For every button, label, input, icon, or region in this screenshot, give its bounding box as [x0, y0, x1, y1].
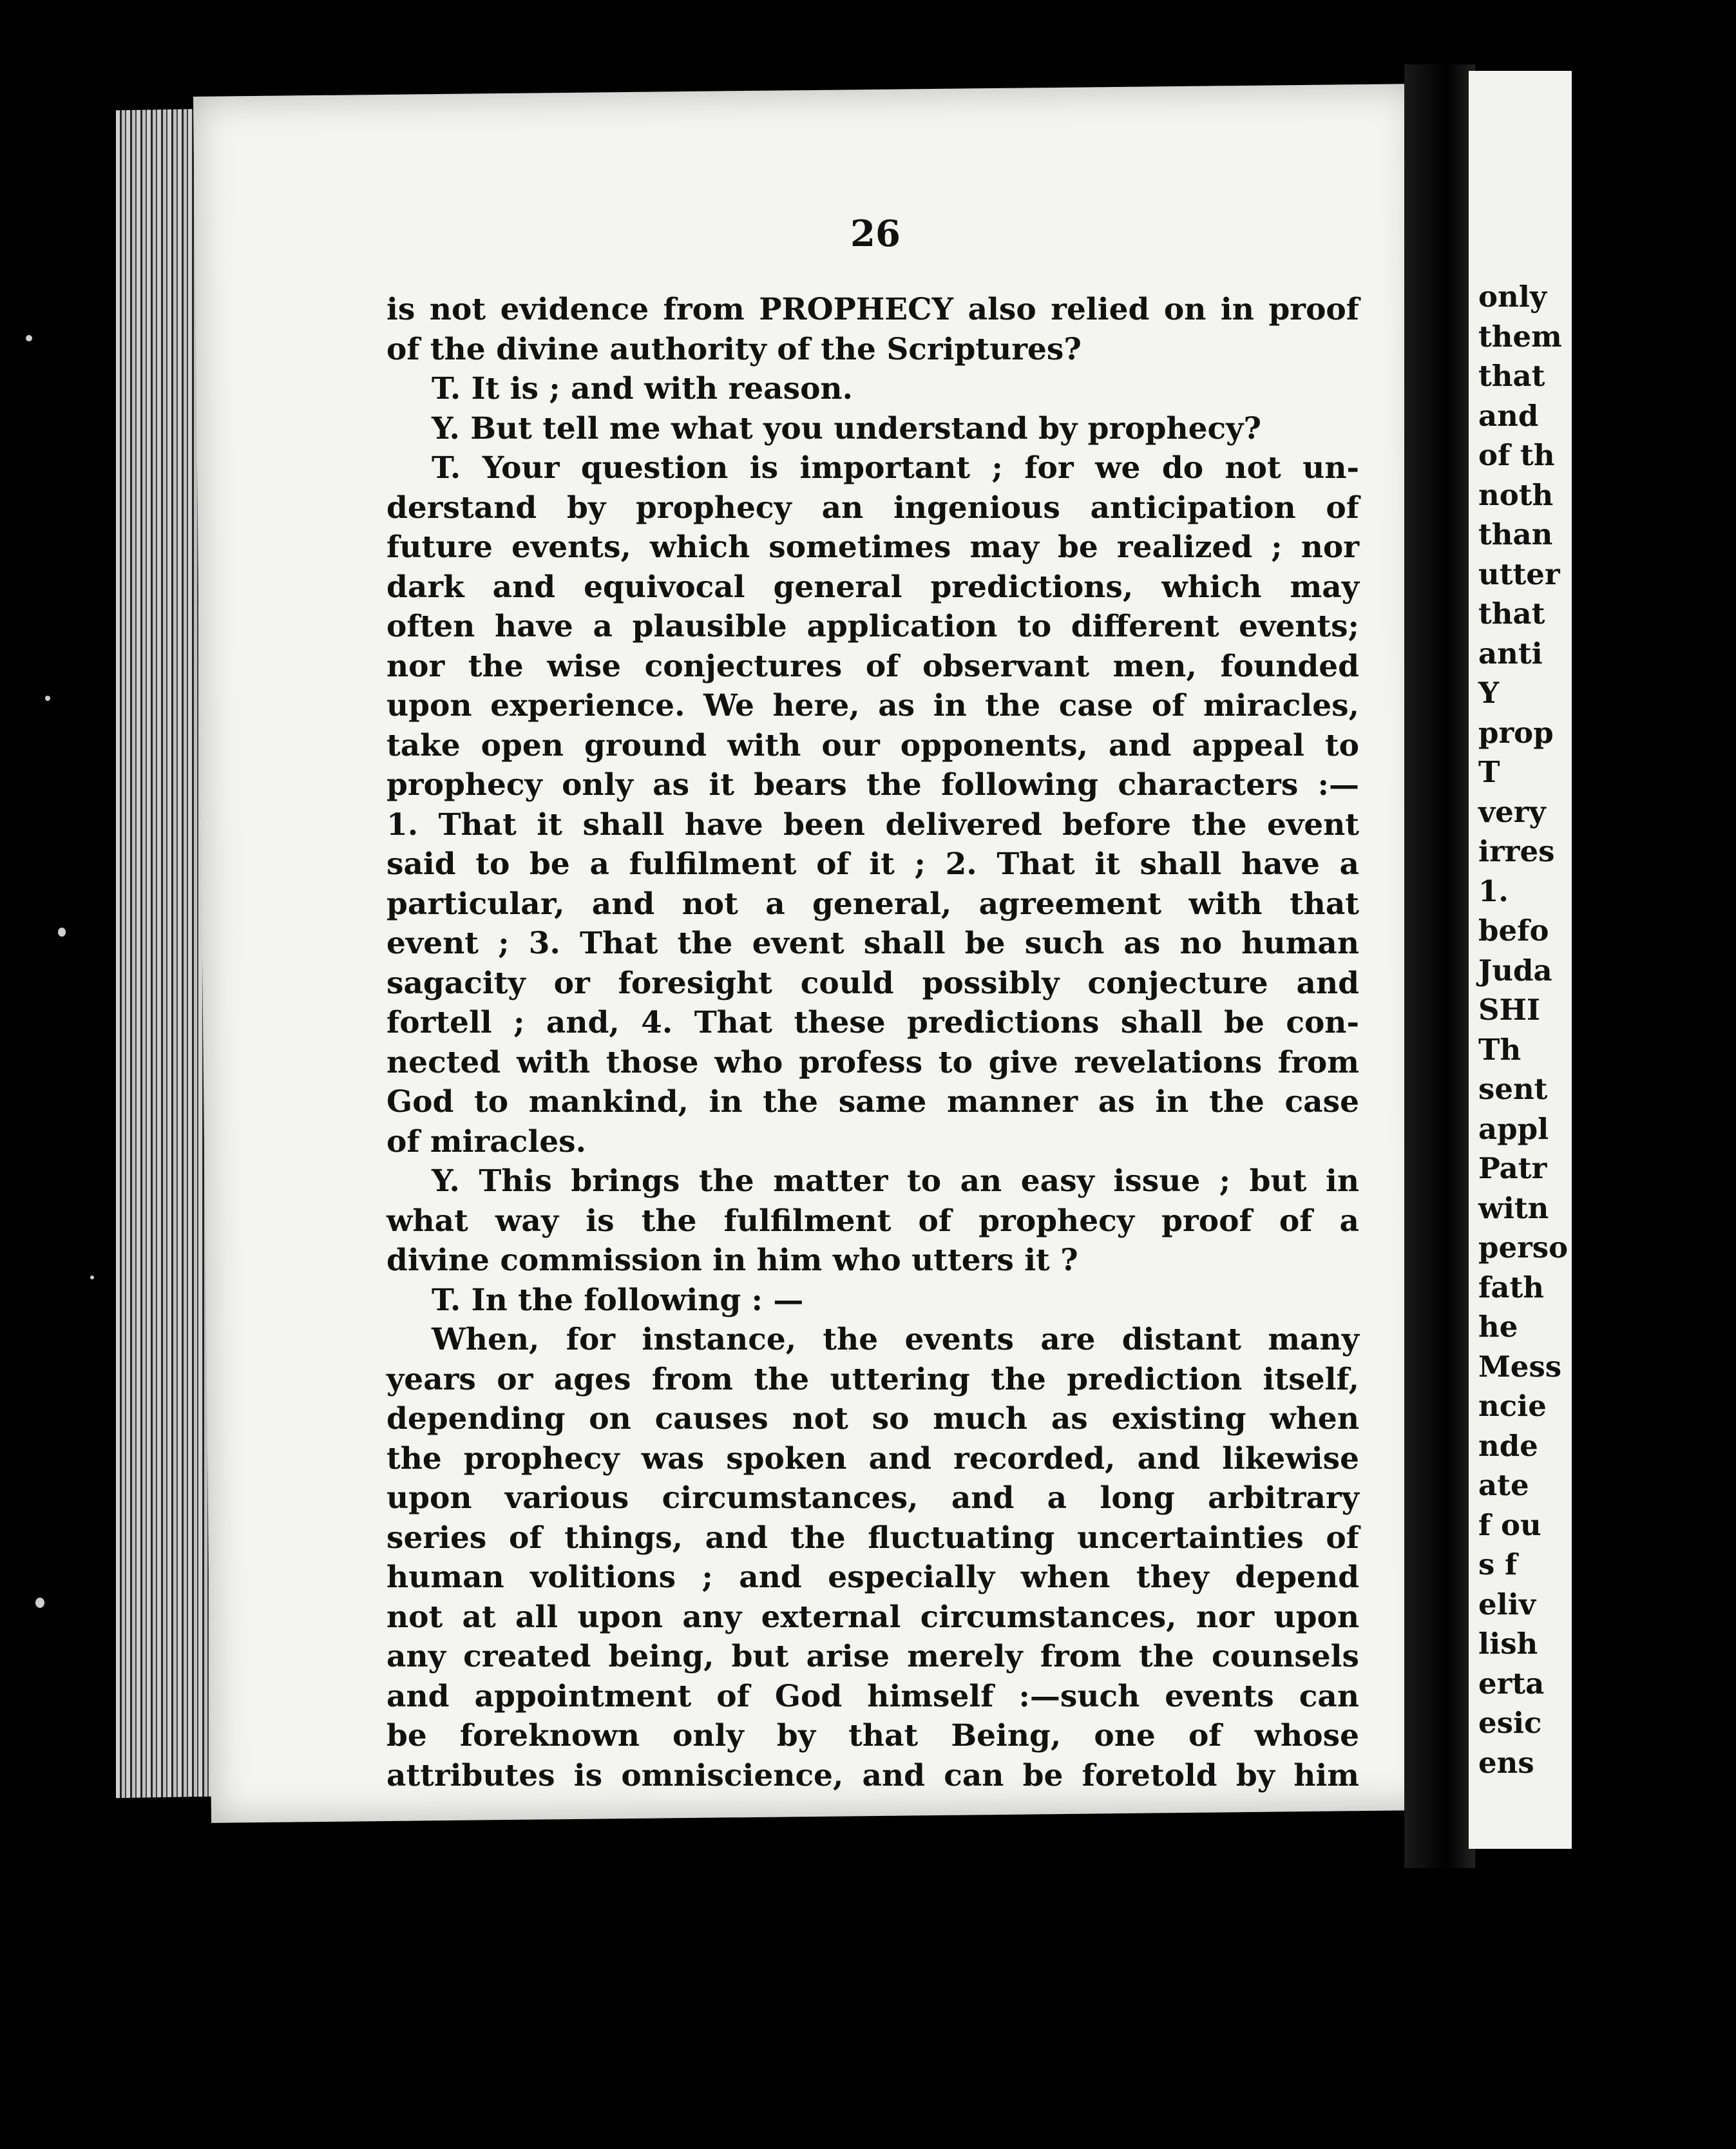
text-line: the prophecy was spoken and recorded, and likewise: [386, 1440, 1359, 1476]
right-page-line-fragment: utter: [1478, 557, 1560, 591]
right-page-line-fragment: and: [1478, 398, 1539, 433]
text-line: is not evidence from PROPHECY also relied on in proof: [386, 292, 1359, 327]
text-line: When, for instance, the events are distant many: [432, 1322, 1359, 1357]
text-line: said to be a fulfilment of it ; 2. That it shall have a: [386, 846, 1359, 882]
right-page-line-fragment: than: [1478, 517, 1553, 551]
right-page-line-fragment: ncie: [1478, 1389, 1547, 1423]
right-page-line-fragment: 1.: [1478, 874, 1509, 908]
text-line: future events, which sometimes may be realized ; nor: [386, 530, 1359, 565]
text-line: years or ages from the uttering the prediction itself,: [386, 1361, 1359, 1397]
right-page-line-fragment: Th: [1478, 1032, 1521, 1067]
right-page-line-fragment: irres: [1478, 834, 1555, 868]
right-page-line-fragment: of th: [1478, 438, 1555, 472]
right-page-line-fragment: lish: [1478, 1627, 1538, 1661]
text-line: God to mankind, in the same manner as in the case: [386, 1084, 1359, 1120]
text-line: T. Your question is important ; for we do not un-: [432, 450, 1359, 486]
text-line: be foreknown only by that Being, one of whose: [386, 1718, 1359, 1753]
text-line: not at all upon any external circumstances, nor upon: [386, 1599, 1359, 1635]
right-page-line-fragment: f ou: [1478, 1507, 1541, 1542]
text-line: T. In the following : —: [432, 1282, 804, 1318]
text-line: event ; 3. That the event shall be such as no human: [386, 926, 1359, 961]
page-number: 26: [850, 213, 901, 255]
book-gutter: [1404, 64, 1475, 1868]
text-line: upon various circumstances, and a long arbitrary: [386, 1480, 1359, 1516]
right-page-line-fragment: he: [1478, 1310, 1518, 1344]
text-line: divine commission in him who utters it ?: [386, 1243, 1078, 1278]
right-page-line-fragment: ens: [1478, 1745, 1534, 1780]
right-page-line-fragment: SHI: [1478, 993, 1541, 1027]
page-body-text: [386, 290, 1359, 1795]
text-line: take open ground with our opponents, and appeal to: [386, 727, 1359, 763]
right-page-line-fragment: that: [1478, 359, 1545, 393]
text-line: nected with those who profess to give revelations from: [386, 1044, 1359, 1080]
right-page-line-fragment: ate: [1478, 1468, 1529, 1502]
text-line: of miracles.: [386, 1123, 586, 1160]
text-line: and appointment of God himself :—such events can: [386, 1678, 1359, 1714]
text-line: any created being, but arise merely from the counsels: [386, 1639, 1359, 1674]
text-line: prophecy only as it bears the following characters :—: [386, 767, 1359, 803]
text-line: series of things, and the fluctuating uncertainties of: [386, 1520, 1359, 1556]
text-line: Y. But tell me what you understand by prophecy?: [432, 410, 1262, 446]
right-page-line-fragment: erta: [1478, 1666, 1545, 1701]
text-line: sagacity or foresight could possibly conjecture and: [386, 965, 1359, 1001]
right-page-line-fragment: esic: [1478, 1706, 1542, 1740]
right-page-line-fragment: s f: [1478, 1547, 1518, 1581]
text-line: derstand by prophecy an ingenious anticipation of: [386, 490, 1359, 526]
text-line: T. It is ; and with reason.: [432, 371, 853, 406]
right-page-line-fragment: fath: [1478, 1270, 1545, 1304]
text-line: attributes is omniscience, and can be foretold by him: [386, 1757, 1359, 1793]
right-page-line-fragment: eliv: [1478, 1587, 1536, 1621]
right-page-line-fragment: only: [1478, 280, 1547, 314]
right-page-line-fragment: sent: [1478, 1072, 1548, 1106]
right-page-line-fragment: appl: [1478, 1111, 1549, 1146]
text-line: dark and equivocal general predictions, which may: [386, 569, 1359, 605]
text-line: particular, and not a general, agreement with that: [386, 886, 1359, 922]
right-page-line-fragment: prop: [1478, 715, 1554, 750]
right-page-line-fragment: befo: [1478, 913, 1549, 948]
text-line: what way is the fulfilment of prophecy proof of a: [386, 1203, 1359, 1239]
right-page-line-fragment: witn: [1478, 1190, 1549, 1225]
right-page-line-fragment: Mess: [1478, 1349, 1562, 1384]
text-line: human volitions ; and especially when they depend: [386, 1560, 1359, 1595]
text-line: of the divine authority of the Scriptures?: [386, 331, 1082, 367]
right-page-line-fragment: Y: [1478, 676, 1500, 710]
right-page-line-fragment: perso: [1478, 1230, 1569, 1265]
text-line: Y. This brings the matter to an easy issue ; but in: [432, 1163, 1359, 1199]
right-page-line-fragment: T: [1478, 755, 1500, 789]
right-page-line-fragment: very: [1478, 794, 1546, 829]
right-page-line-fragment: them: [1478, 319, 1562, 354]
right-page-line-fragment: Juda: [1478, 953, 1552, 988]
text-line: 1. That it shall have been delivered before the event: [386, 807, 1359, 843]
right-page-line-fragment: that: [1478, 597, 1545, 631]
right-page-line-fragment: anti: [1478, 636, 1543, 671]
text-line: often have a plausible application to different events;: [386, 609, 1359, 644]
text-line: nor the wise conjectures of observant men, founded: [386, 648, 1359, 684]
text-line: upon experience. We here, as in the case of miracles,: [386, 688, 1359, 723]
text-line: depending on causes not so much as existing when: [386, 1401, 1359, 1437]
right-page-line-fragment: nde: [1478, 1428, 1538, 1463]
text-line: fortell ; and, 4. That these predictions shall be con-: [386, 1005, 1359, 1040]
right-page-fragments: [1478, 277, 1736, 1782]
right-page-line-fragment: noth: [1478, 477, 1554, 512]
right-page-line-fragment: Patr: [1478, 1151, 1547, 1185]
